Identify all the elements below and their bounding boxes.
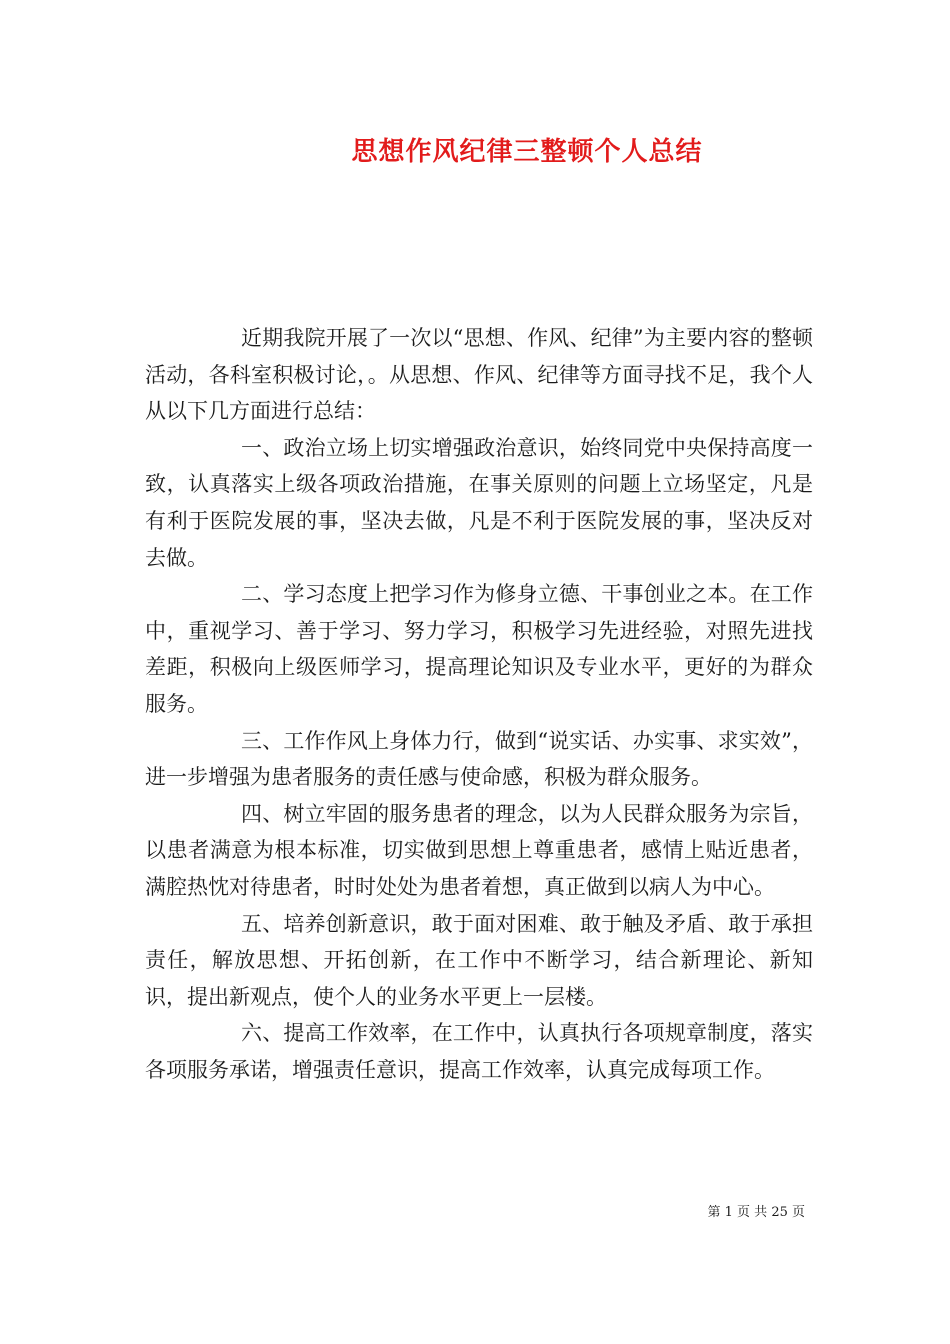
summary-item-2: 二、学习态度上把学习作为修身立德、干事创业之本。在工作中，重视学习、善于学习、努力学习，积极学习先进经验，对照先进找差距，积极向上级医师学习，提高理论知识及专业水平，更好的为群众服务。 <box>145 582 813 716</box>
summary-item-4: 四、树立牢固的服务患者的理念，以为人民群众服务为宗旨，以患者满意为根本标准，切实做到思想上尊重患者，感情上贴近患者，满腔热忱对待患者，时时处处为患者着想，真正做到以病人为中心。 <box>145 801 813 899</box>
summary-item-5: 五、培养创新意识，敢于面对困难、敢于触及矛盾、敢于承担责任，解放思想、开拓创新，在工作中不断学习，结合新理论、新知识，提出新观点，使个人的业务水平更上一层楼。 <box>145 911 813 1009</box>
intro-paragraph: 近期我院开展了一次以“思想、作风、纪律”为主要内容的整顿活动，各科室积极讨论，。从思想、作风、纪律等方面寻找不足，我个人从以下几方面进行总结： <box>145 326 813 424</box>
document-title: 思想作风纪律三整顿个人总结 <box>351 137 703 167</box>
summary-item-6: 六、提高工作效率，在工作中，认真执行各项规章制度，落实各项服务承诺，增强责任意识，提高工作效率，认真完成每项工作。 <box>145 1021 813 1082</box>
document-body <box>145 320 813 1088</box>
summary-item-1: 一、政治立场上切实增强政治意识，始终同党中央保持高度一致，认真落实上级各项政治措施，在事关原则的问题上立场坚定，凡是有利于医院发展的事，坚决去做，凡是不利于医院发展的事，坚决反对去做。 <box>145 435 813 570</box>
summary-item-3: 三、工作作风上身体力行，做到“说实话、办实事、求实效”，进一步增强为患者服务的责任感与使命感，积极为群众服务。 <box>145 728 813 790</box>
page-number-footer: 第 1 页 共 25 页 <box>707 1205 805 1220</box>
